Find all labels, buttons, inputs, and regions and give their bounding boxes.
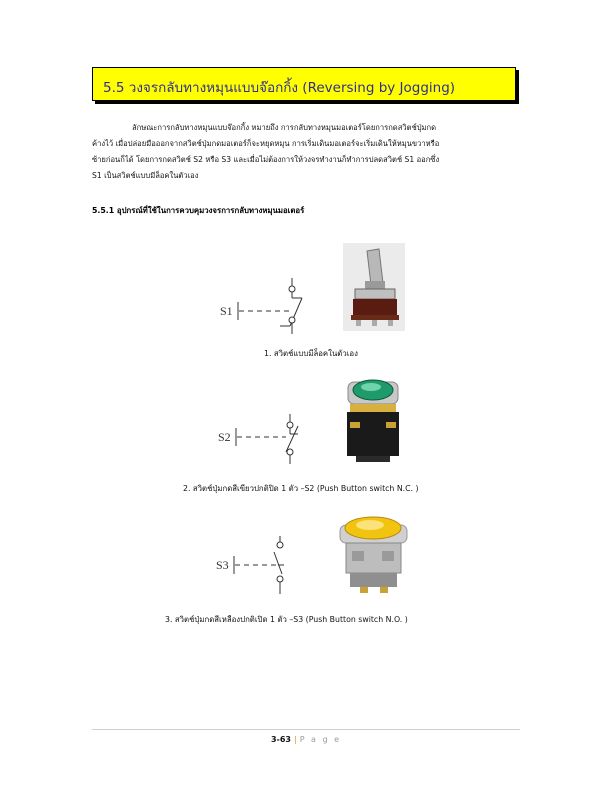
paragraph-line-1: ลักษณะการกลับทางหมุนแบบจ๊อกกิ้ง หมายถึง การกลับทางหมุนมอเตอร์โดยการกดสวิตช์ปุ่มกด [132,123,437,132]
symbol-label-s3: S3 [216,558,229,572]
yellow-push-button-photo [336,511,411,595]
toggle-switch-photo [343,243,405,331]
section-heading: 5.5 วงจรกลับทางหมุนแบบจ๊อกกิ้ง (Reversing by Jogging) [103,80,456,96]
paragraph-line-4: S1 เป็นสวิตช์แบบมีล็อคในตัวเอง [92,171,199,180]
caption-3: 3. สวิตช์ปุ่มกดสีเหลืองปกติเปิด 1 ตัว –S3 (Push Button switch N.O. ) [165,615,408,624]
paragraph-line-3: ซ้ายก่อนก็ได้ โดยการกดสวิตช์ S2 หรือ S3 และเมื่อไม่ต้องการให้วงจรทำงานก็ทำการปลดสวิตช์ S1 ออกซึ่ง [92,155,440,164]
footer-separator: | [293,735,297,744]
subsection-heading: 5.5.1 อุปกรณ์ที่ใช้ในการควบคุมวงจรการกลับทางหมุนมอเตอร์ [92,206,305,215]
green-push-button-photo [338,374,408,468]
paragraph-line-2: ค้างไว้ เมื่อปล่อยมือออกจากสวิตช์ปุ่มกดมอเตอร์ก็จะหยุดหมุน การเริ่มเดินมอเตอร์จะเริ่มเดินให้หมุนขวาหรือ [92,139,440,148]
toggle-switch-symbol [218,278,313,334]
page-word: P a g e [299,735,342,744]
footer-divider [92,729,520,730]
caption-2: 2. สวิตช์ปุ่มกดสีเขียวปกติปิด 1 ตัว –S2 (Push Button switch N.C. ) [183,484,419,493]
section-heading-box [92,67,516,101]
caption-1: 1. สวิตช์แบบมีล็อคในตัวเอง [264,349,358,358]
page-number: 3-63 [270,735,291,744]
symbol-label-s1: S1 [220,304,233,318]
nc-push-button-symbol [216,412,306,470]
page-footer [0,735,612,744]
symbol-label-s2: S2 [218,430,231,444]
no-push-button-symbol [214,536,304,596]
